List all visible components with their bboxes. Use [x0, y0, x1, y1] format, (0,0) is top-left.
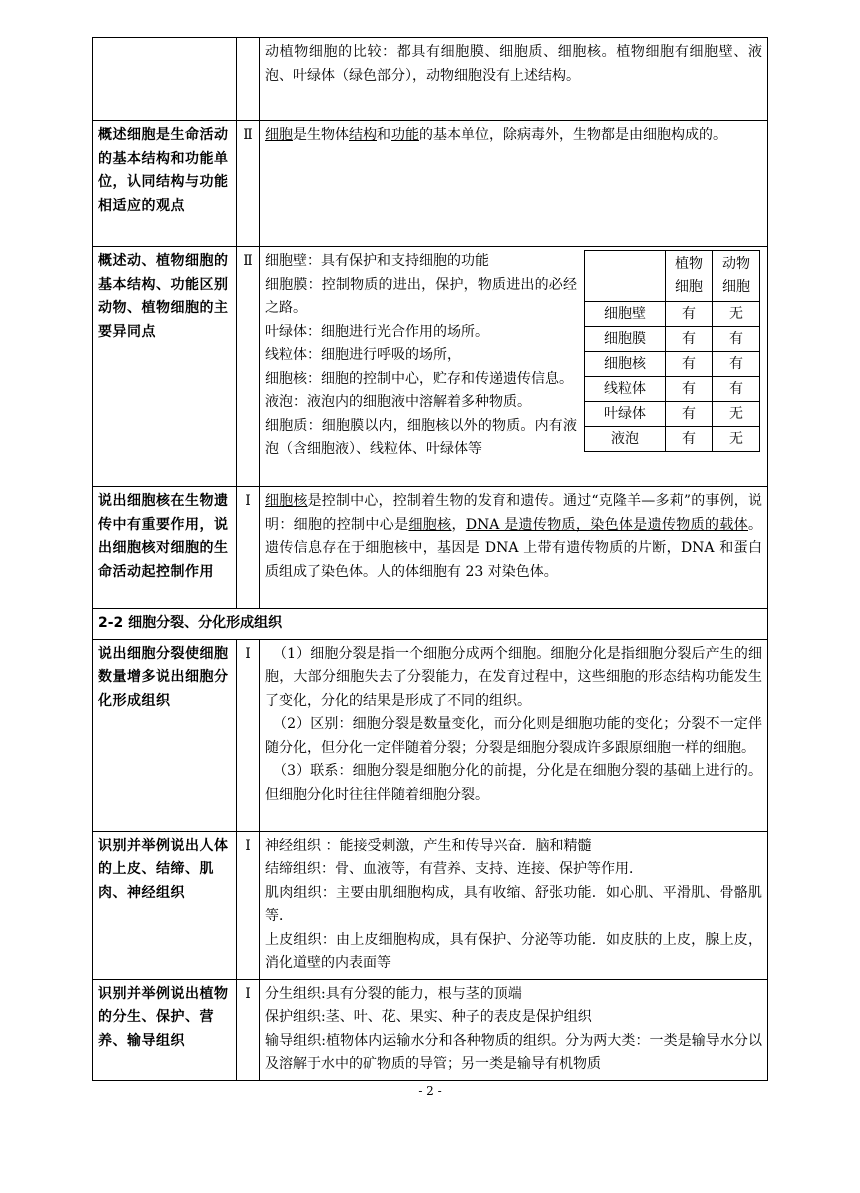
syllabus-table: [92, 37, 768, 1081]
content-cell: 动植物细胞的比较：都具有细胞膜、细胞质、细胞核。植物细胞有细胞壁、液泡、叶绿体（绿色部分），动物细胞没有上述结构。: [260, 38, 768, 121]
requirement-cell: [93, 38, 237, 121]
comparison-cell: 有: [713, 327, 760, 352]
requirement-cell: 说出细胞分裂使细胞数量增多说出细胞分化形成组织: [93, 639, 237, 831]
content-cell: [260, 121, 768, 247]
content-text: 的基本单位，除病毒外，生物都是由细胞构成的。: [419, 127, 727, 143]
content-cell: [260, 979, 768, 1080]
section-row: [93, 609, 768, 640]
level-cell: [237, 38, 260, 121]
organelle-list: [265, 250, 577, 462]
requirement-cell: 识别并举例说出植物的分生、保护、营养、输导组织: [93, 979, 237, 1080]
level-cell: Ⅰ: [237, 487, 260, 609]
section-title: 2-2 细胞分裂、分化形成组织: [93, 609, 768, 640]
organelle-line: 细胞壁：具有保护和支持细胞的功能: [265, 253, 489, 269]
comparison-row: [585, 327, 760, 352]
term-cell: 细胞: [265, 127, 293, 143]
comparison-row: [585, 302, 760, 327]
comparison-cell: 无: [713, 302, 760, 327]
comparison-cell: 有: [666, 402, 713, 427]
comparison-header-cell: [585, 251, 666, 302]
comparison-row: [585, 427, 760, 452]
comparison-table: [584, 250, 760, 452]
content-paragraph: 分生组织:具有分裂的能力，根与茎的顶端: [265, 985, 522, 1002]
comparison-cell: 有: [666, 327, 713, 352]
content-paragraph: （1）细胞分裂是指一个细胞分成两个细胞。细胞分化是指细胞分裂后产生的细胞，大部分细胞失去了分裂能力，在发育过程中，这些细胞的形态结构功能发生了变化，分化的结果是形成了不同的组织。: [265, 645, 762, 709]
comparison-header-cell: 植物细胞: [666, 251, 713, 302]
comparison-cell: 有: [666, 427, 713, 452]
comparison-cell: 细胞核: [585, 352, 666, 377]
content-paragraph: 保护组织:茎、叶、花、果实、种子的表皮是保护组织: [265, 1009, 592, 1025]
content-paragraph: 神经组织 ：能接受刺激，产生和传导兴奋．脑和精髓: [265, 837, 592, 854]
comparison-cell: 有: [666, 302, 713, 327]
comparison-cell: 无: [713, 402, 760, 427]
level-cell: Ⅱ: [237, 121, 260, 247]
comparison-cell: 线粒体: [585, 377, 666, 402]
comparison-row: [585, 377, 760, 402]
requirement-cell: 概述细胞是生命活动的基本结构和功能单位，认同结构与功能相适应的观点: [93, 121, 237, 247]
content-cell: [260, 639, 768, 831]
organelle-line: 液泡：液泡内的细胞液中溶解着多种物质。: [265, 394, 531, 410]
level-cell: Ⅰ: [237, 979, 260, 1080]
table-row: [93, 831, 768, 979]
level-cell: Ⅰ: [237, 831, 260, 979]
requirement-cell: 概述动、植物细胞的基本结构、功能区别动物、植物细胞的主要异同点: [93, 247, 237, 487]
organelle-line: 细胞核：细胞的控制中心，贮存和传递遗传信息。: [265, 370, 573, 387]
term-function: 功能: [391, 127, 419, 143]
content-paragraph: （3）联系：细胞分裂是细胞分化的前提，分化是在细胞分裂的基础上进行的。但细胞分化时往往伴随着细胞分裂。: [265, 763, 762, 803]
comparison-header-row: [585, 251, 760, 302]
level-cell: Ⅰ: [237, 639, 260, 831]
comparison-cell: 有: [666, 352, 713, 377]
comparison-cell: 液泡: [585, 427, 666, 452]
comparison-cell: 有: [666, 377, 713, 402]
comparison-header-cell: 动物细胞: [713, 251, 760, 302]
content-cell: [260, 247, 768, 487]
comparison-cell: 叶绿体: [585, 402, 666, 427]
level-cell: Ⅱ: [237, 247, 260, 487]
table-row: [93, 121, 768, 247]
organelle-line: 线粒体：细胞进行呼吸的场所，: [265, 347, 461, 363]
comparison-row: [585, 352, 760, 377]
content-cell: [260, 487, 768, 609]
table-row: [93, 487, 768, 609]
content-paragraph: （2）区别：细胞分裂是数量变化，而分化则是细胞功能的变化；分裂不一定伴随分化，但分化一定伴随着分裂；分裂是细胞分裂成许多跟原细胞一样的细胞。: [265, 716, 762, 756]
content-text: 是生物体: [293, 127, 349, 143]
comparison-cell: 细胞壁: [585, 302, 666, 327]
page-number: - 2 -: [418, 1084, 442, 1098]
term-nucleus: 细胞核: [408, 516, 452, 533]
term-nucleus: 细胞核: [265, 493, 308, 509]
comparison-row: [585, 402, 760, 427]
table-row: [93, 38, 768, 121]
organelle-line: 细胞膜：控制物质的进出，保护，物质进出的必经之路。: [265, 276, 577, 316]
comparison-cell: 细胞膜: [585, 327, 666, 352]
requirement-cell: 说出细胞核在生物遗传中有重要作用，说出细胞核对细胞的生命活动起控制作用: [93, 487, 237, 609]
organelle-line: 细胞质：细胞膜以内，细胞核以外的物质。内有液泡（含细胞液）、线粒体、叶绿体等: [265, 417, 577, 457]
comparison-cell: 有: [713, 377, 760, 402]
content-cell: [260, 831, 768, 979]
table-row: [93, 639, 768, 831]
requirement-cell: 识别并举例说出人体的上皮、结缔、肌肉、神经组织: [93, 831, 237, 979]
content-paragraph: 肌肉组织：主要由肌细胞构成，具有收缩、舒张功能．如心肌、平滑肌、骨骼肌等．: [265, 884, 762, 924]
content-text: 。遗传信息存在于细胞核中，基因是 DNA 上带有遗传物质的片断，DNA 和蛋白质组成了染色体。人的体细胞有 23 对染色体。: [265, 516, 763, 580]
organelle-section: [265, 250, 762, 462]
comparison-cell: 无: [713, 427, 760, 452]
table-row: [93, 979, 768, 1080]
content-paragraph: 结缔组织：骨、血液等，有营养、支持、连接、保护等作用．: [265, 861, 643, 877]
organelle-line: 叶绿体：细胞进行光合作用的场所。: [265, 323, 489, 340]
content-paragraph: 上皮组织：由上皮细胞构成，具有保护、分泌等功能．如皮肤的上皮，腺上皮，消化道壁的内表面等: [265, 931, 762, 971]
content-text: 是控制中心，控制着生物的发育和遗传。通过“克隆羊—多莉”的事例，说明：细胞的控制中心是: [265, 493, 762, 533]
comparison-cell: 有: [713, 352, 760, 377]
term-structure: 结构: [349, 127, 377, 143]
content-text: ，: [451, 516, 466, 533]
content-paragraph: 输导组织:植物体内运输水分和各种物质的组织。分为两大类：一类是输导水分以及溶解于水中的矿物质的导管；另一类是输导有机物质: [265, 1032, 762, 1072]
content-text: 和: [377, 127, 391, 143]
term-dna: DNA 是遗传物质，染色体是遗传物质的载体: [465, 516, 749, 533]
table-row: [93, 247, 768, 487]
